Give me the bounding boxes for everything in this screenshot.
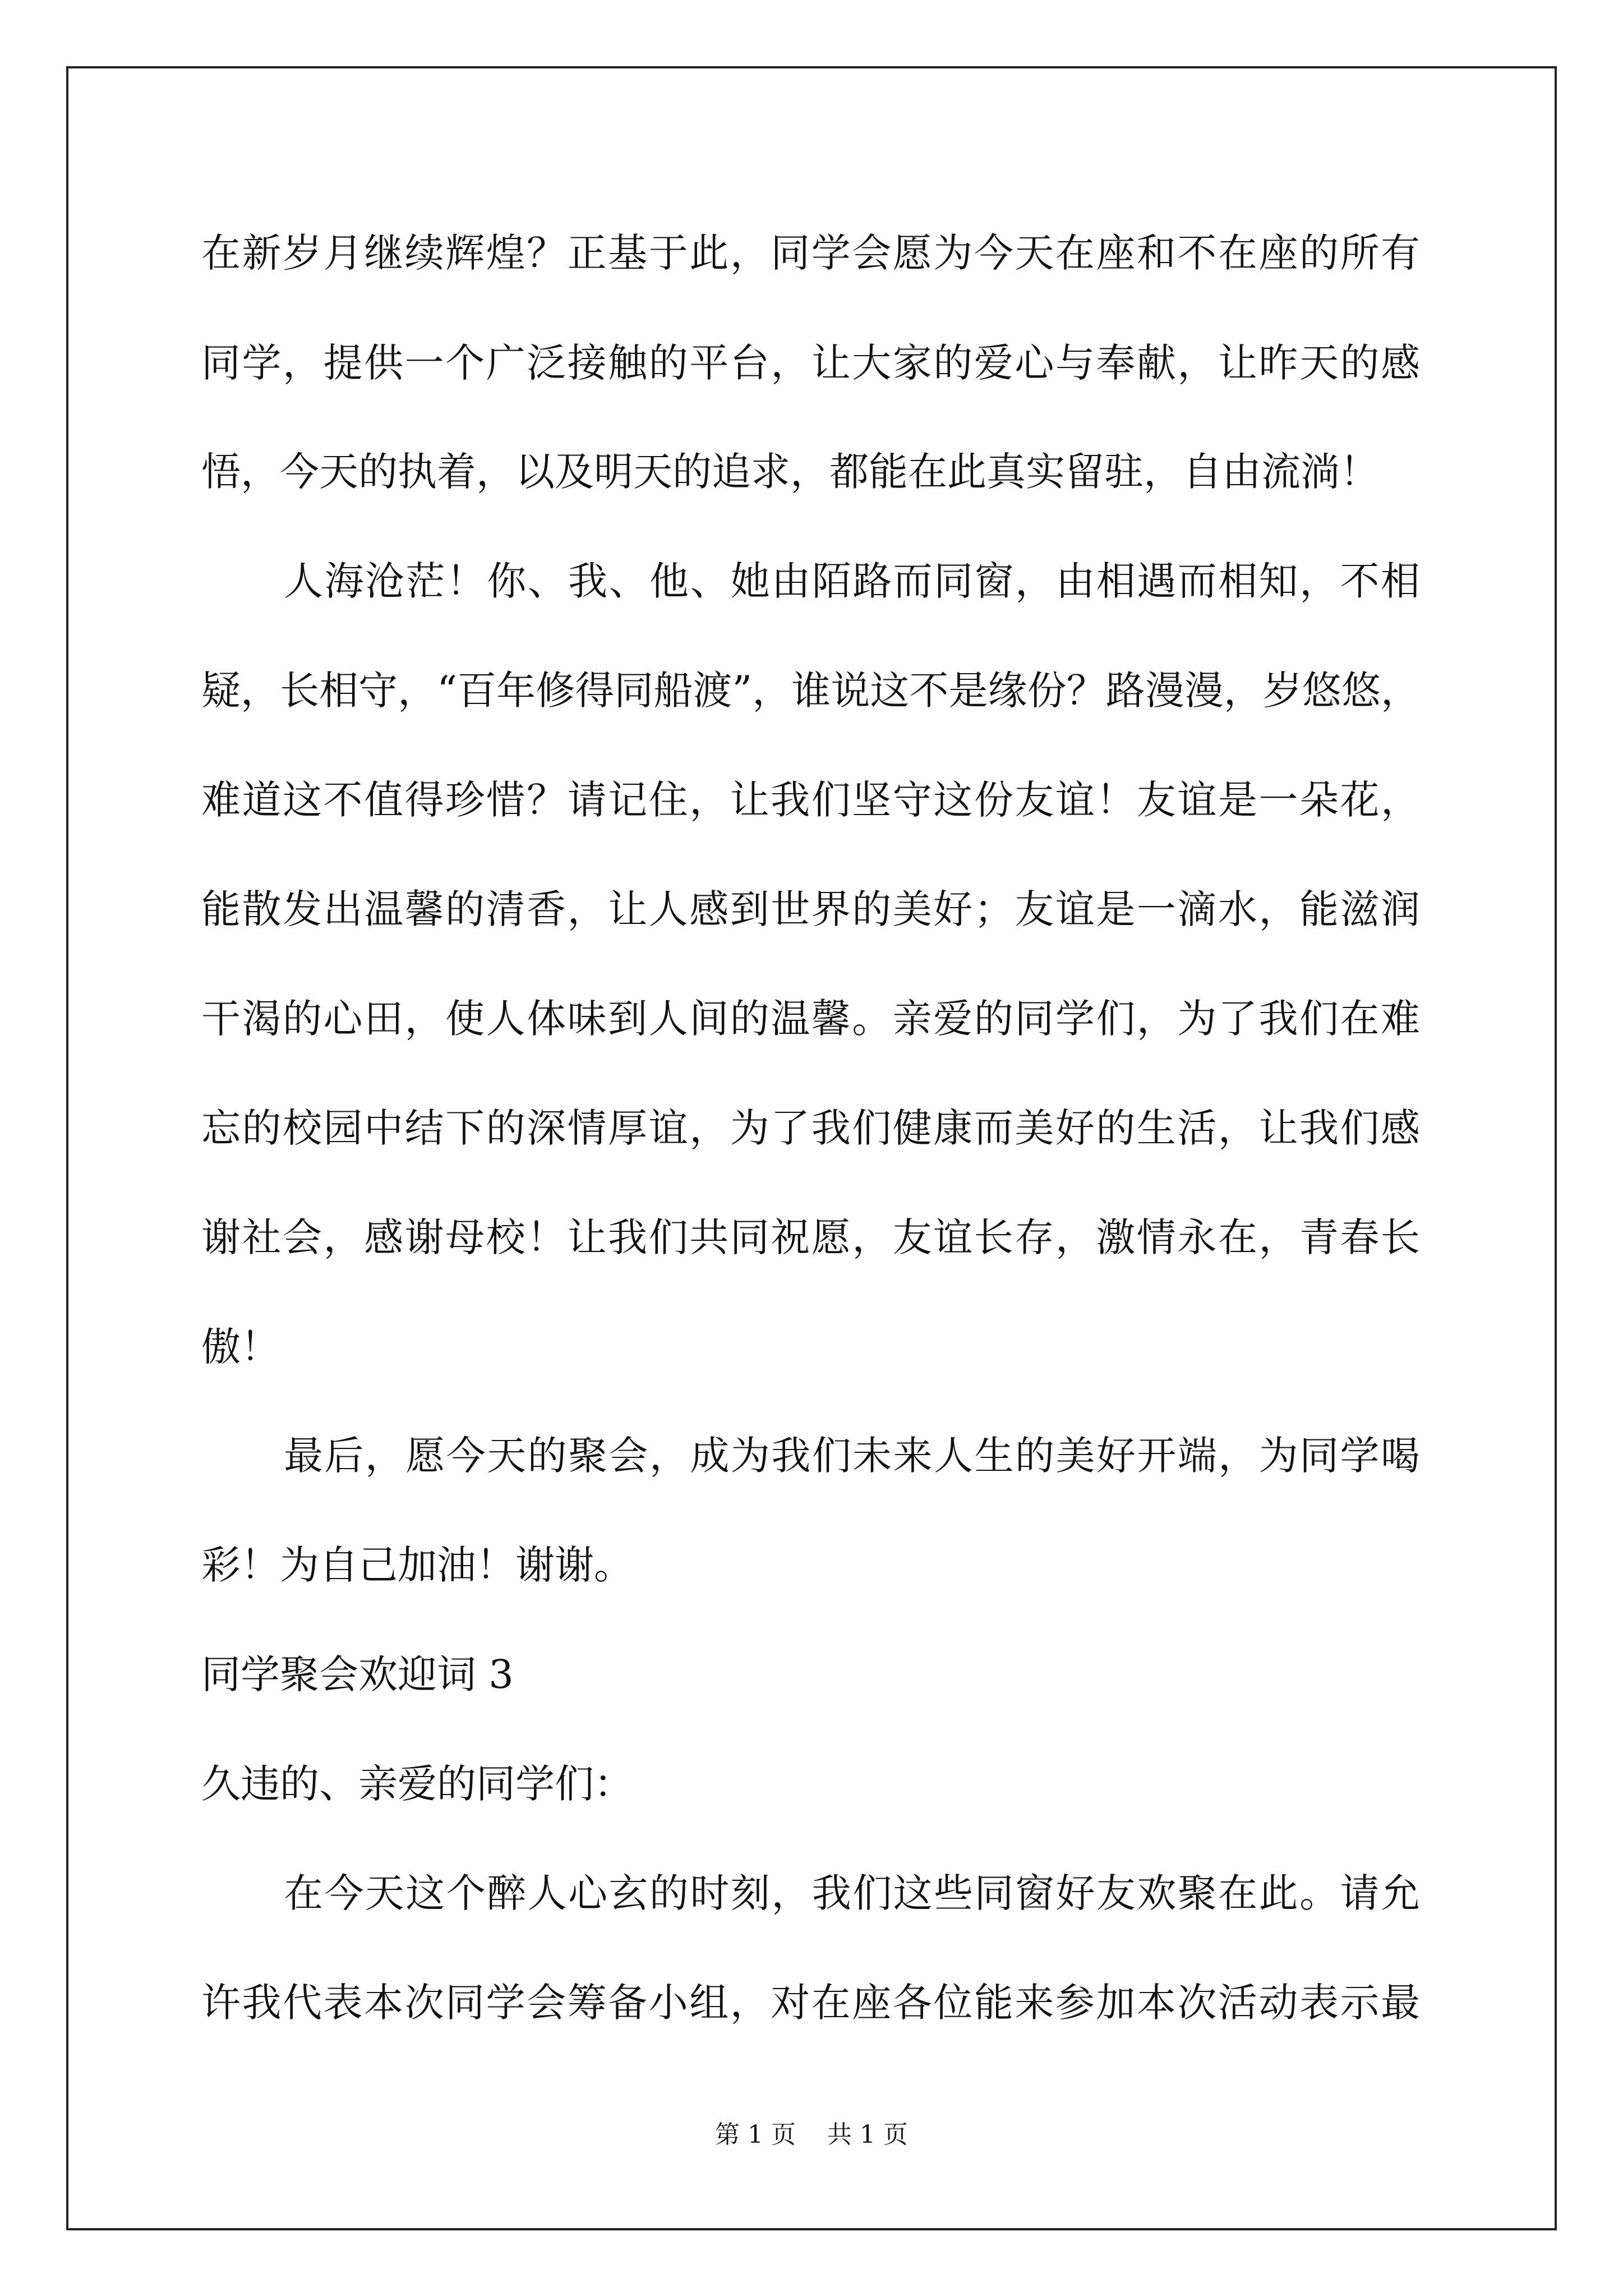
paragraph-line: 干渴的心田，使人体味到人间的温馨。亲爱的同学们，为了我们在难: [201, 996, 1420, 1042]
paragraph-line: 悟，今天的执着，以及明天的追求，都能在此真实留驻，自由流淌！: [201, 449, 1379, 495]
page-footer: 第 1 页 共 1 页: [715, 2120, 908, 2149]
paragraph-line: 许我代表本次同学会筹备小组，对在座各位能来参加本次活动表示最: [201, 1980, 1420, 2026]
paragraph-line: 在今天这个醉人心玄的时刻，我们这些同窗好友欢聚在此。请允: [284, 1870, 1420, 1916]
section-heading: 同学聚会欢迎词 3: [201, 1651, 514, 1697]
paragraph-line: 忘的校园中结下的深情厚谊，为了我们健康而美好的生活，让我们感: [201, 1105, 1420, 1151]
paragraph-line: 彩！为自己加油！谢谢。: [201, 1542, 633, 1588]
paragraph-line: 难道这不值得珍惜？请记住，让我们坚守这份友谊！友谊是一朵花，: [201, 777, 1420, 823]
paragraph-line: 最后，愿今天的聚会，成为我们未来人生的美好开端，为同学喝: [284, 1433, 1420, 1479]
paragraph-line: 谢社会，感谢母校！让我们共同祝愿，友谊长存，激情永在，青春长: [201, 1214, 1420, 1260]
paragraph-line: 傲！: [201, 1324, 280, 1370]
paragraph-line: 在新岁月继续辉煌？正基于此，同学会愿为今天在座和不在座的所有: [201, 230, 1420, 276]
paragraph-line: 能散发出温馨的清香，让人感到世界的美好；友谊是一滴水，能滋润: [201, 886, 1420, 932]
paragraph-line: 人海沧茫！你、我、他、她由陌路而同窗，由相遇而相知，不相: [284, 558, 1420, 604]
salutation: 久违的、亲爱的同学们：: [201, 1761, 633, 1807]
paragraph-line: 疑，长相守，“百年修得同船渡”，谁说这不是缘份？路漫漫，岁悠悠，: [201, 668, 1420, 714]
paragraph-line: 同学，提供一个广泛接触的平台，让大家的爱心与奉献，让昨天的感: [201, 340, 1420, 386]
